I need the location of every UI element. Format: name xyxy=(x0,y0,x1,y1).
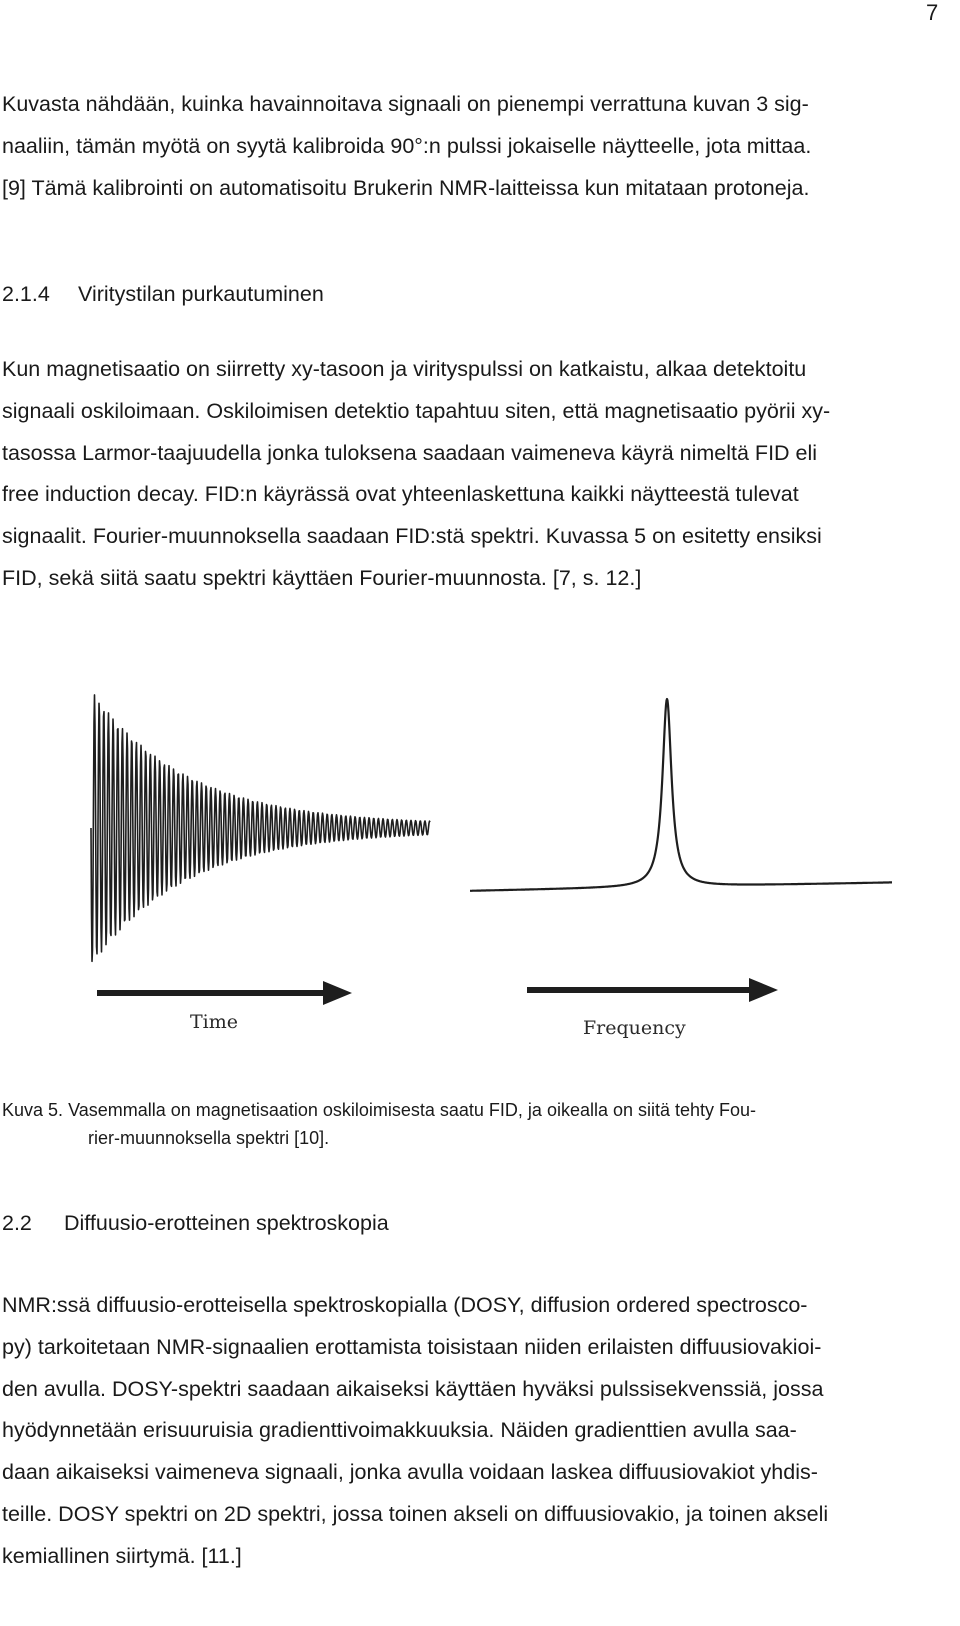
paragraph-intro xyxy=(2,83,924,209)
section-title: Diffuusio-erotteinen spektroskopia xyxy=(64,1211,389,1235)
text-line: signaalit. Fourier-muunnoksella saadaan FID:stä spektri. Kuvassa 5 on esitetty ensiksi xyxy=(2,524,822,549)
page-number: 7 xyxy=(926,0,939,25)
time-axis-arrowhead xyxy=(323,981,352,1005)
text-line: free induction decay. FID:n käyrässä ovat yhteenlaskettuna kaikki näytteestä tulevat xyxy=(2,482,799,507)
text-line: den avulla. DOSY-spektri saadaan aikaiseksi käyttäen hyväksi pulssisekvenssiä, jossa xyxy=(2,1376,824,1401)
text-line: [9] Tämä kalibrointi on automatisoitu Brukerin NMR-laitteissa kun mitataan protoneja. xyxy=(2,176,810,200)
figure-caption xyxy=(2,1096,930,1152)
text-line: naaliin, tämän myötä on syytä kalibroida 90°:n pulssi jokaiselle näytteelle, jota mittaa. xyxy=(2,134,812,158)
text-line: py) tarkoitetaan NMR-signaalien erottamista toisistaan niiden erilaisten diffuusiovakioi- xyxy=(2,1334,822,1359)
text-line: Kun magnetisaatio on siirretty xy-tasoon ja virityspulssi on katkaistu, alkaa detektoitu xyxy=(2,357,807,381)
text-line: teille. DOSY spektri on 2D spektri, jossa toinen akseli on diffuusiovakio, ja toinen akseli xyxy=(2,1501,829,1526)
frequency-axis-arrowhead xyxy=(749,978,778,1002)
section-number: 2.1.4 xyxy=(2,282,50,306)
text-line: kemiallinen siirtymä. [11.] xyxy=(2,1543,242,1568)
spectrum-peak-curve xyxy=(470,699,892,891)
caption-text-line2: rier-muunnoksella spektri [10]. xyxy=(88,1128,330,1148)
text-line: daan aikaiseksi vaimeneva signaali, jonka avulla voidaan laskea diffuusiovakiot yhdis- xyxy=(2,1460,818,1485)
paragraph-dosy xyxy=(2,1285,924,1578)
caption-label: Kuva 5. xyxy=(2,1100,64,1120)
text-line: signaali oskiloimaan. Oskiloimisen detektio tapahtuu siten, että magnetisaatio pyörii xy- xyxy=(2,398,831,423)
fid-signal-curve xyxy=(91,695,430,961)
section-heading-diffuusio-erotteinen-spektroskopia xyxy=(2,1211,389,1236)
figure-graphic xyxy=(0,680,960,1060)
time-axis-label: Time xyxy=(190,1011,239,1033)
text-line: FID, sekä siitä saatu spektri käyttäen Fourier-muunnosta. [7, s. 12.] xyxy=(2,565,642,590)
text-line: NMR:ssä diffuusio-erotteisella spektroskopialla (DOSY, diffusion ordered spectrosco- xyxy=(2,1293,808,1317)
section-heading-viritystilan-purkautuminen xyxy=(2,282,324,307)
text-line: tasossa Larmor-taajuudella jonka tuloksena saadaan vaimeneva käyrä nimeltä FID eli xyxy=(2,440,818,465)
caption-text-line1: Vasemmalla on magnetisaation oskiloimisesta saatu FID, ja oikealla on siitä tehty Fou- xyxy=(68,1100,757,1120)
paragraph-fid xyxy=(2,349,924,600)
text-line: hyödynnetään erisuuruisia gradienttivoimakkuuksia. Näiden gradienttien avulla saa- xyxy=(2,1418,797,1443)
section-title: Viritystilan purkautuminen xyxy=(78,282,324,306)
figure-fid-and-spectrum xyxy=(0,680,960,1060)
text-line: Kuvasta nähdään, kuinka havainnoitava signaali on pienempi verrattuna kuvan 3 sig- xyxy=(2,92,809,116)
section-number: 2.2 xyxy=(2,1211,32,1235)
frequency-axis-label: Frequency xyxy=(583,1017,686,1039)
